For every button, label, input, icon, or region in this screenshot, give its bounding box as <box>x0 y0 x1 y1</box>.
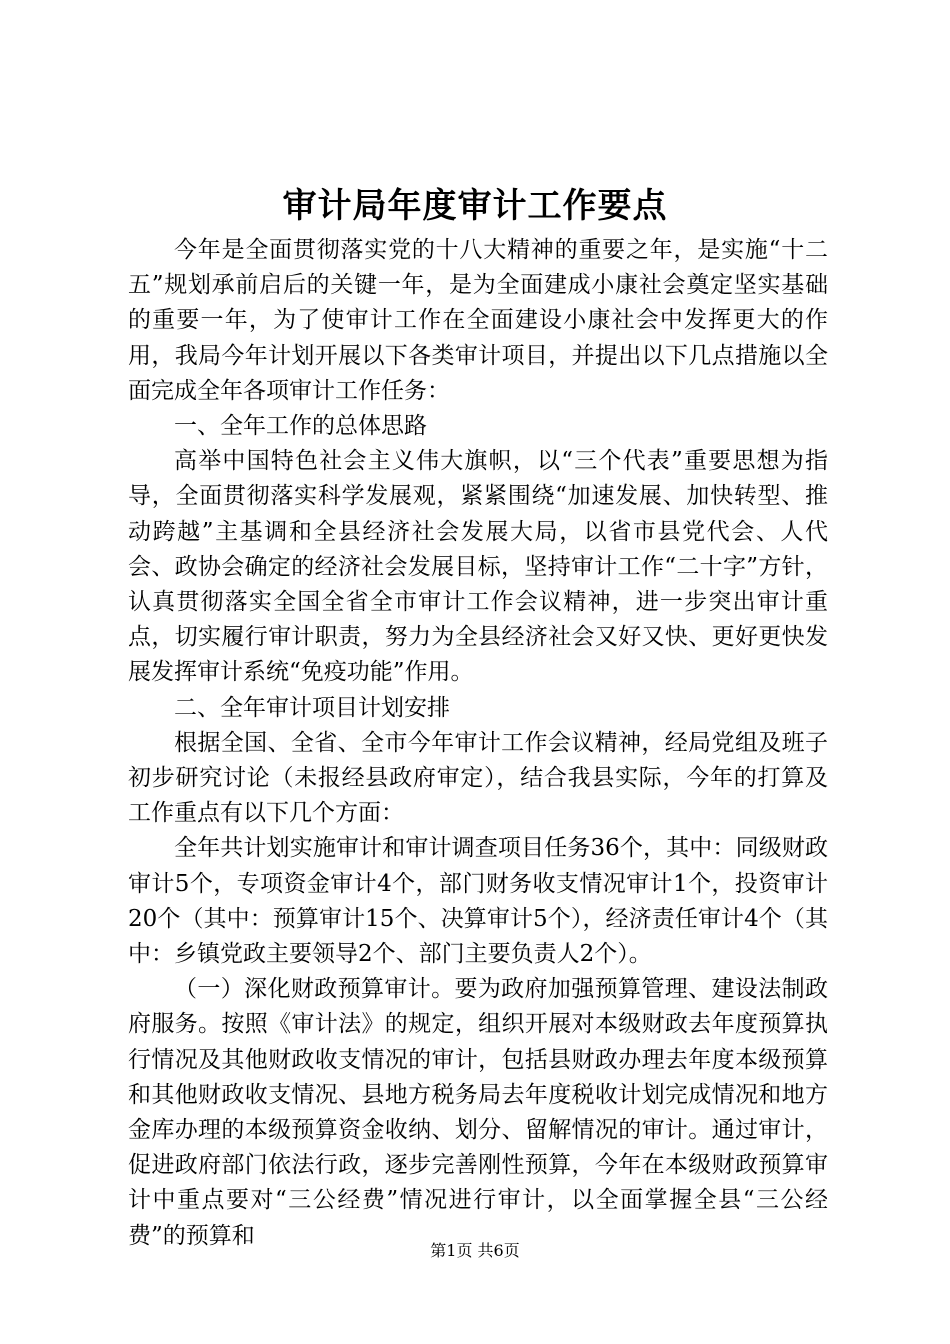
document-body <box>128 233 828 1254</box>
paragraph-overall-approach: 高举中国特色社会主义伟大旗帜，以“三个代表”重要思想为指导，全面贯彻落实科学发展观，紧紧围绕“加速发展、加快转型、推动跨越”主基调和全县经济社会发展大局，以省市县党代会、人代会、政协会确定的经济社会发展目标，坚持审计工作“二十字”方针，认真贯彻落实全国全省全市审计工作会议精神，进一步突出审计重点，切实履行审计职责，努力为全县经济社会又好又快、更好更快发展发挥审计系统“免疫功能”作用。 <box>128 448 828 686</box>
paragraph-plan-basis: 根据全国、全省、全市今年审计工作会议精神，经局党组及班子初步研究讨论（未报经县政府审定），结合我县实际，今年的打算及工作重点有以下几个方面： <box>128 729 828 827</box>
paragraph-project-count: 全年共计划实施审计和审计调查项目任务36个，其中：同级财政审计5个，专项资金审计4个，部门财务收支情况审计1个，投资审计20个（其中：预算审计15个、决算审计5个），经济责任审计4个（其中：乡镇党政主要领导2个、部门主要负责人2个）。 <box>128 835 828 968</box>
paragraph-intro: 今年是全面贯彻落实党的十八大精神的重要之年，是实施“十二五”规划承前启后的关键一年，是为全面建成小康社会奠定坚实基础的重要一年，为了使审计工作在全面建设小康社会中发挥更大的作用，我局今年计划开展以下各类审计项目，并提出以下几点措施以全面完成全年各项审计工作任务： <box>128 237 828 404</box>
paragraph-fiscal-audit: （一）深化财政预算审计。要为政府加强预算管理、建设法制政府服务。按照《审计法》的规定，组织开展对本级财政去年度预算执行情况及其他财政收支情况的审计，包括县财政办理去年度本级预算和其他财政收支情况、县地方税务局去年度税收计划完成情况和地方金库办理的本级预算资金收纳、划分、留解情况的审计。通过审计，促进政府部门依法行政，逐步完善刚性预算，今年在本级财政预算审计中重点要对“三公经费”情况进行审计，以全面掌握全县“三公经费”的预算和 <box>128 976 828 1249</box>
document-title: 审计局年度审计工作要点 <box>282 186 668 226</box>
section-heading-2: 二、全年审计项目计划安排 <box>174 694 450 721</box>
page-footer: 第1页 共6页 <box>430 1241 520 1260</box>
section-heading-1: 一、全年工作的总体思路 <box>174 413 427 440</box>
